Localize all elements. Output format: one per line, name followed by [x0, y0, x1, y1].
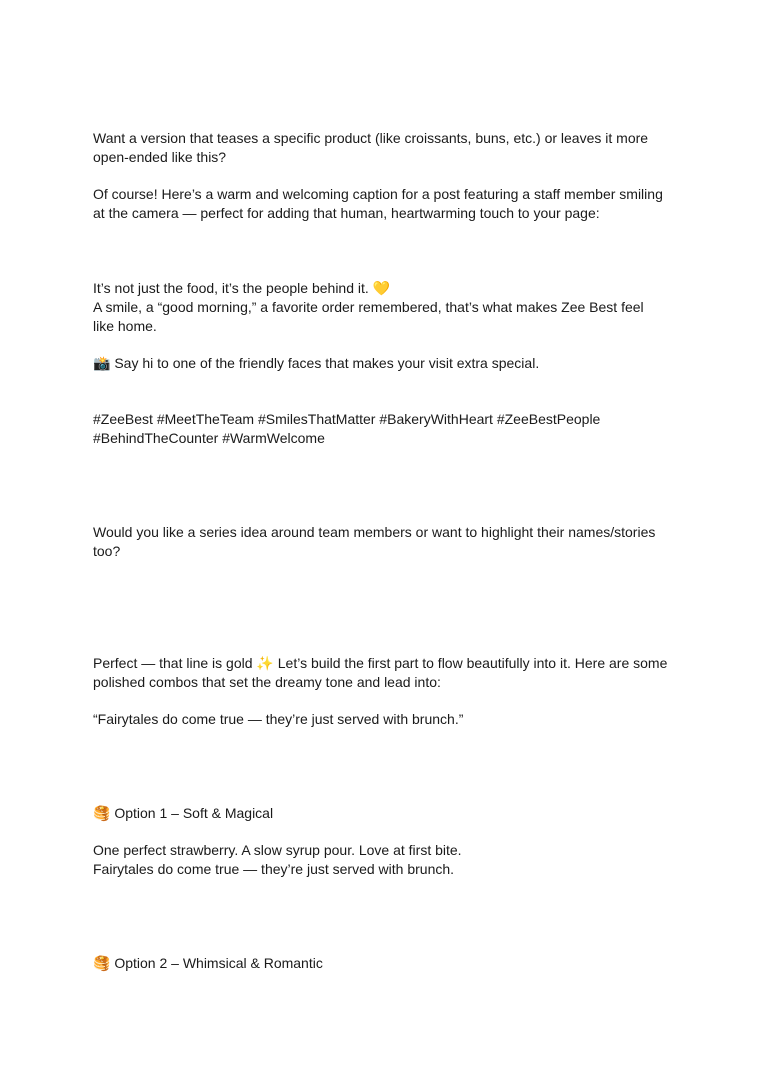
yellow-heart-icon: 💛 [372, 280, 391, 296]
pancakes-icon: 🥞 [93, 955, 111, 971]
camera-flash-icon: 📸 [93, 355, 111, 371]
caption-line-2: A smile, a “good morning,” a favorite order remembered, that’s what makes Zee Best feel [93, 299, 644, 315]
pancakes-icon: 🥞 [93, 805, 111, 821]
option-1-line-2: Fairytales do come true — they’re just served with brunch. [93, 861, 455, 877]
perfect-line-1-text-a: Perfect — that line is gold [93, 655, 253, 671]
brunch-quote: “Fairytales do come true — they’re just served with brunch.” [93, 711, 464, 727]
sparkles-icon: ✨ [256, 655, 274, 671]
caption-line-1-text: It’s not just the food, it’s the people behind it. [93, 280, 369, 296]
intro-line-2: open-ended like this? [93, 149, 227, 165]
series-question-line-2: too? [93, 543, 121, 559]
option-1-title: Option 1 – Soft & Magical [114, 805, 274, 821]
hashtags-line-1: #ZeeBest #MeetTheTeam #SmilesThatMatter #BakeryWithHeart #ZeeBestPeople [93, 411, 601, 427]
caption-intro-line-1: Of course! Here’s a warm and welcoming caption for a post featuring a staff member smiling [93, 186, 663, 202]
option-1-line-1: One perfect strawberry. A slow syrup pour. Love at first bite. [93, 842, 462, 858]
caption-line-3: like home. [93, 318, 157, 334]
series-question-line-1: Would you like a series idea around team members or want to highlight their names/stories [93, 524, 656, 540]
caption-line-1 [93, 279, 693, 298]
option-1-heading [93, 804, 693, 823]
option-2-title: Option 2 – Whimsical & Romantic [114, 955, 323, 971]
option-2-heading [93, 954, 693, 973]
perfect-line-2: polished combos that set the dreamy tone and lead into: [93, 674, 441, 690]
perfect-line-1 [93, 654, 693, 673]
perfect-line-1-text-b: Let’s build the first part to flow beautifully into it. Here are some [277, 655, 668, 671]
caption-line-4 [93, 354, 693, 373]
intro-line-1: Want a version that teases a specific product (like croissants, buns, etc.) or leaves it more [93, 130, 649, 146]
caption-intro-line-2: at the camera — perfect for adding that human, heartwarming touch to your page: [93, 205, 600, 221]
hashtags-line-2: #BehindTheCounter #WarmWelcome [93, 430, 325, 446]
caption-line-4-text: Say hi to one of the friendly faces that makes your visit extra special. [114, 355, 540, 371]
